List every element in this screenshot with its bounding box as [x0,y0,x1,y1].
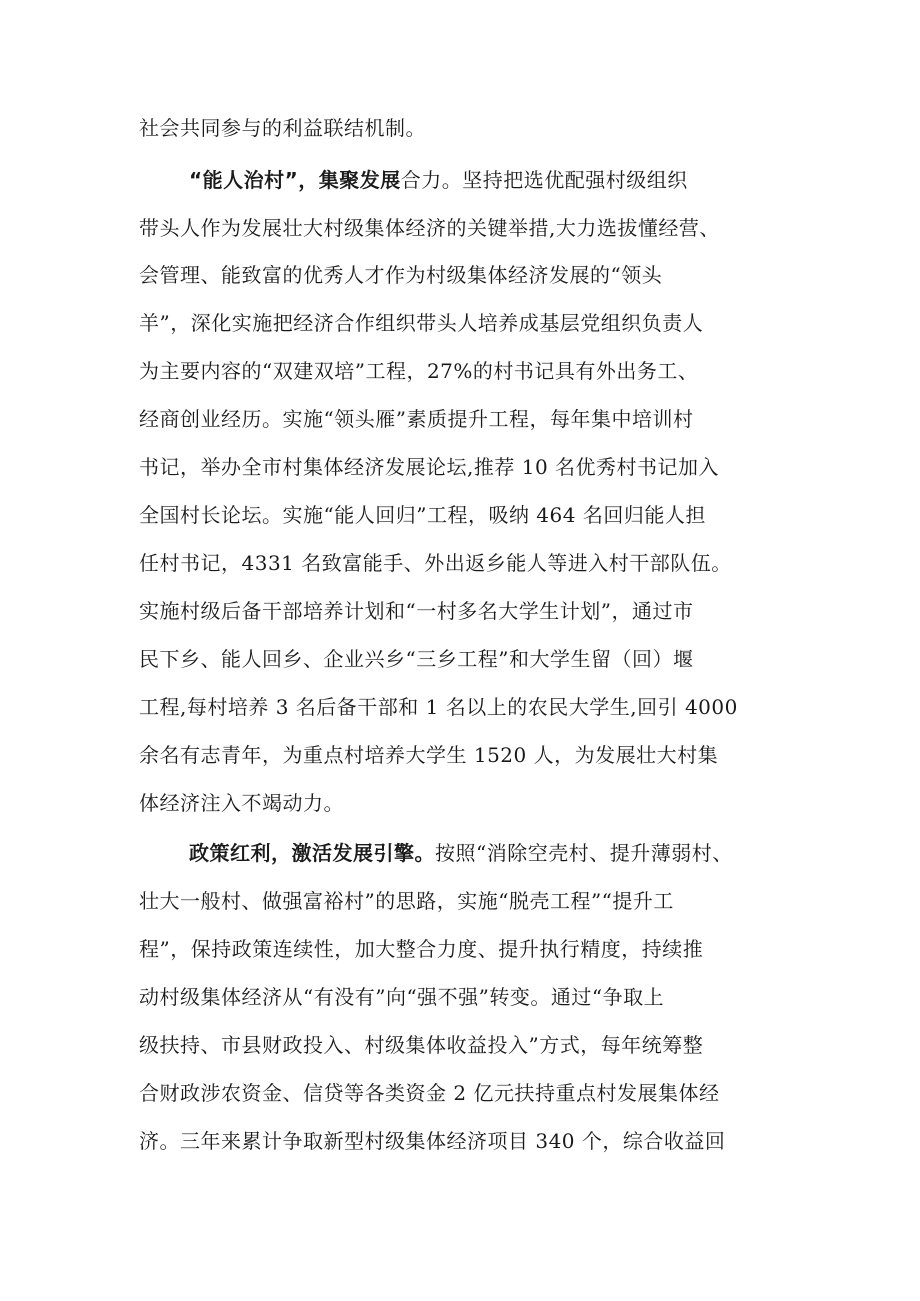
text-line: 经商创业经历。实施“领头雁”素质提升工程，每年集中培训村 [139,407,694,431]
paragraph-heading: 集聚发展 [318,168,401,192]
text-line: 济。三年来累计争取新型村级集体经济项目 340 个，综合收益回 [139,1129,726,1153]
text-line: 实施村级后备干部培养计划和“一村多名大学生计划”，通过市 [139,599,694,623]
text-line: 会管理、能致富的优秀人才作为村级集体经济发展的“领头 [139,263,663,287]
text-line: 程”，保持政策连续性，加大整合力度、提升执行精度，持续推 [139,937,704,961]
text-line: 带头人作为发展壮大村级集体经济的关键举措,大力选拔懂经营、 [139,216,720,240]
paragraph-heading: 政策红利，激活发展引擎。 [189,841,435,865]
text-line: 全国村长论坛。实施“能人回归”工程，吸纳 464 名回归能人担 [139,503,706,527]
paragraph-first-line [189,841,733,865]
lead-quote: “能人治村”， [189,168,319,192]
text-line: 任村书记，4331 名致富能手、外出返乡能人等进入村干部队伍。 [139,551,732,575]
text-line: 体经济注入不竭动力。 [139,791,344,815]
text-line: 民下乡、能人回乡、企业兴乡“三乡工程”和大学生留（回）堰 [139,647,694,671]
text-line: 工程,每村培养 3 名后备干部和 1 名以上的农民大学生,回引 4000 [139,695,738,719]
text-line: 动村级集体经济从“有没有”向“强不强”转变。通过“争取上 [139,985,665,1009]
text-line: 级扶持、市县财政投入、村级集体收益投入”方式，每年统筹整 [139,1033,704,1057]
text-line: 羊”，深化实施把经济合作组织带头人培养成基层党组织负责人 [139,311,704,335]
text-line: 书记，举办全市村集体经济发展论坛,推荐 10 名优秀村书记加入 [139,455,720,479]
text-line: 合财政涉农资金、信贷等各类资金 2 亿元扶持重点村发展集体经 [139,1081,720,1105]
text-line: 社会共同参与的利益联结机制。 [139,116,426,140]
paragraph-text: 按照“消除空壳村、提升薄弱村、 [435,841,733,865]
text-line: 为主要内容的“双建双培”工程，27%的村书记具有外出务工、 [139,359,699,383]
paragraph-first-line [189,168,688,192]
text-line: 余名有志青年，为重点村培养大学生 1520 人，为发展壮大村集 [139,743,719,767]
paragraph-text: 合力。坚持把选优配强村级组织 [400,168,688,192]
text-line: 壮大一般村、做强富裕村”的思路，实施“脱壳工程”“提升工 [139,889,674,913]
